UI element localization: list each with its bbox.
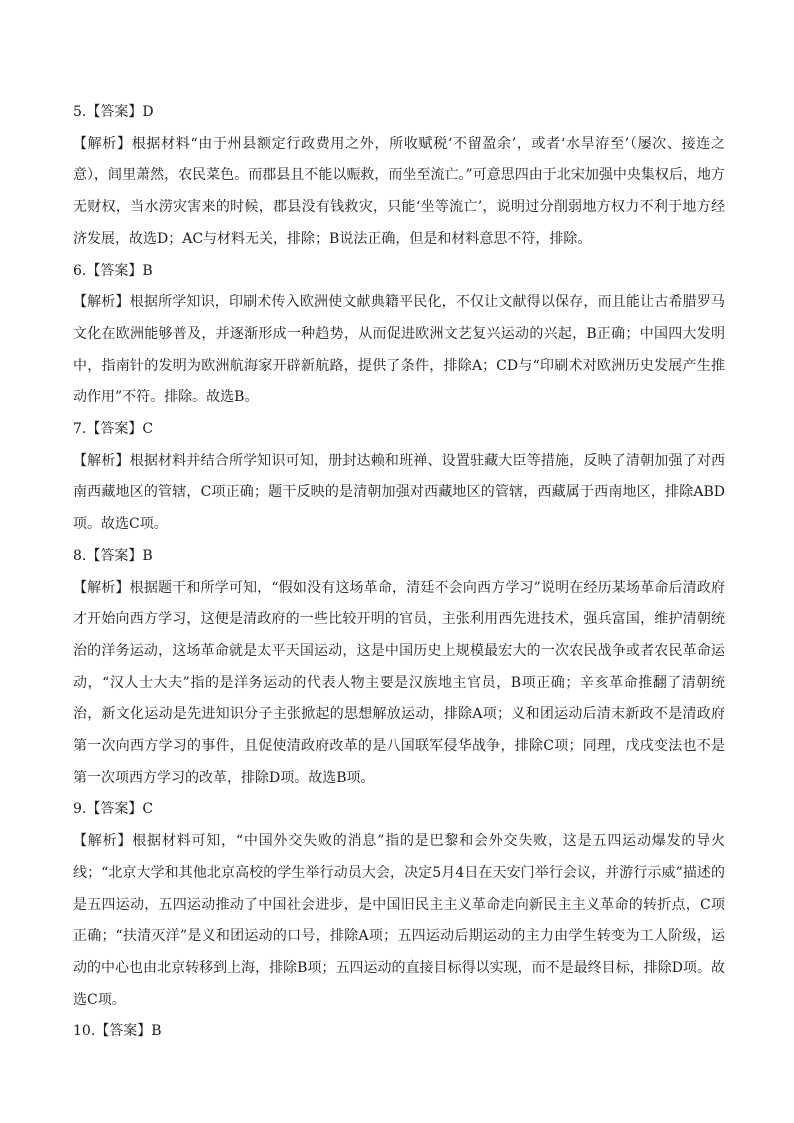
question-block-7: [73, 414, 725, 541]
question-block-6: [73, 256, 725, 415]
answer-line: 7.【答案】C: [73, 421, 154, 438]
question-block-10: [73, 1016, 725, 1048]
question-block-9: [73, 794, 725, 1016]
answer-line: 10.【答案】B: [73, 1023, 162, 1040]
explanation-paragraph: 【解析】根据材料“由于州县额定行政费用之外，所收赋税‘不留盈余’，或者‘水旱洊至’（屡次、接连之意），闾里萧然，农民菜色。而郡县且不能以赈救，而坐至流亡。”可意思四由于北宋加强中央集权后，地方无财权，当水涝灾害来的时候，郡县没有钱救灾，只能‘坐等流亡’，说明过分削弱地方权力不利于地方经济发展，故选D；AC与材料无关，排除；B说法正确，但是和材料意思不符，排除。: [73, 135, 725, 247]
explanation-paragraph: 【解析】根据所学知识，印刷术传入欧洲使文献典籍平民化，不仅让文献得以保存，而且能让古希腊罗马文化在欧洲能够普及，并逐渐形成一种趋势，从而促进欧洲文艺复兴运动的兴起，B正确；中国四大发明中，指南针的发明为欧洲航海家开辟新航路，提供了条件，排除A；CD与“印刷术对欧洲历史发展产生推动作用”不符。排除。故选B。: [73, 294, 725, 406]
question-block-8: [73, 541, 725, 795]
answer-line: 9.【答案】C: [73, 801, 154, 818]
answer-line: 6.【答案】B: [73, 262, 153, 279]
explanation-paragraph: 【解析】根据题干和所学可知，“假如没有这场革命，清廷不会向西方学习”说明在经历某场革命后清政府才开始向西方学习，这便是清政府的一些比较开明的官员，主张利用西先进技术，强兵富国，维护清朝统治的洋务运动，这场革命就是太平天国运动，这是中国历史上规模最宏大的一次农民战争或者农民革命运动，“汉人士大夫”指的是洋务运动的代表人物主要是汉族地主官员，B项正确；辛亥革命推翻了清朝统治，新文化运动是先进知识分子主张掀起的思想解放运动，排除A项；义和团运动后清末新政不是清政府第一次向西方学习的事件，且促使清政府改革的是八国联军侵华战争，排除C项；同理，戊戌变法也不是第一次项西方学习的改革，排除D项。故选B项。: [73, 579, 725, 786]
answer-line: 5.【答案】D: [73, 104, 154, 120]
answer-line: 8.【答案】B: [73, 547, 153, 564]
explanation-paragraph: 【解析】根据材料并结合所学知识可知，册封达赖和班禅、设置驻藏大臣等措施，反映了清朝加强了对西南西藏地区的管辖，C项正确；题干反映的是清朝加强对西藏地区的管辖，西藏属于西南地区，排除ABD项。故选C项。: [73, 452, 725, 533]
explanation-paragraph: 【解析】根据材料可知，“中国外交失败的消息”指的是巴黎和会外交失败，这是五四运动爆发的导火线；“北京大学和其他北京高校的学生举行动员大会，决定5月4日在天安门举行会议，并游行示威”描述的是五四运动，五四运动推动了中国社会进步，是中国旧民主主义革命走向新民主主义革命的转折点，C项正确；“扶清灭洋”是义和团运动的口号，排除A项；五四运动后期运动的主力由学生转变为工人阶级，运动的中心也由北京转移到上海，排除B项；五四运动的直接目标得以实现，而不是最终目标，排除D项。故选C项。: [73, 833, 725, 1008]
answer-key-content: [73, 97, 725, 1048]
question-block-5: [73, 97, 725, 256]
